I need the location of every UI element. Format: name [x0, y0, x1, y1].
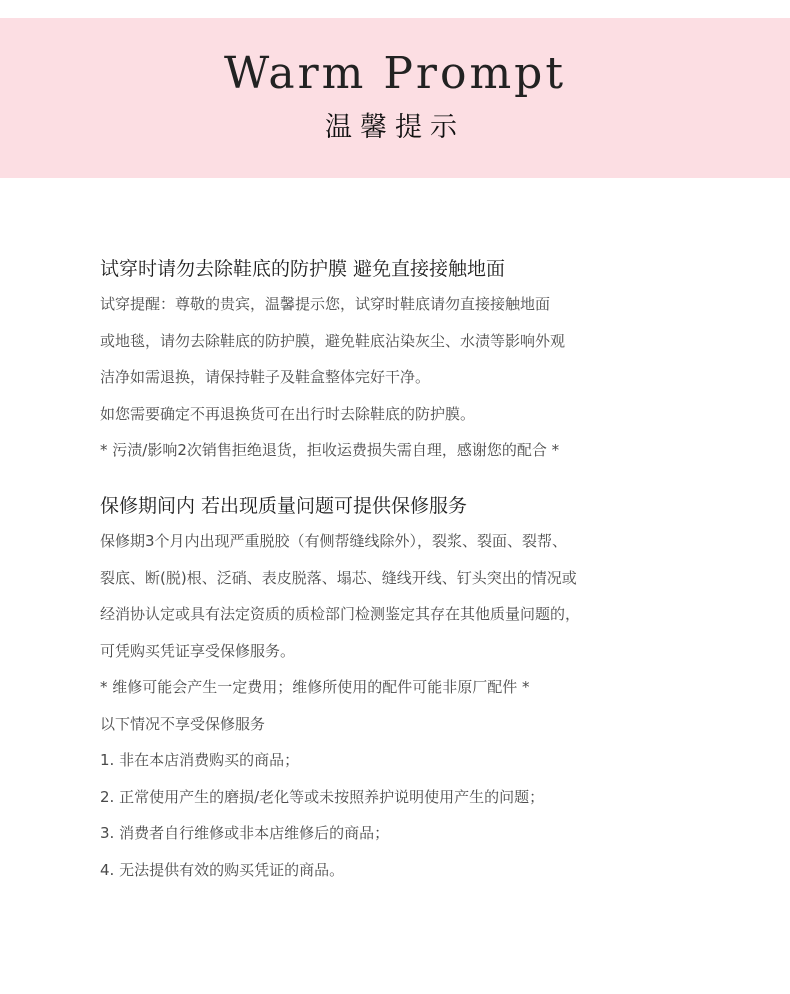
paragraph-line: 以下情况不享受保修服务	[100, 714, 266, 733]
title-chinese: 温馨提示	[325, 112, 465, 143]
header-banner	[0, 18, 790, 178]
paragraph-line: 如您需要确定不再退换货可在出行时去除鞋底的防护膜。	[100, 404, 476, 423]
paragraph-line: * 维修可能会产生一定费用；维修所使用的配件可能非原厂配件 *	[100, 678, 530, 696]
title-english: Warm Prompt	[223, 48, 567, 99]
paragraph-line: 试穿提醒：尊敬的贵宾，温馨提示您，试穿时鞋底请勿直接接触地面	[100, 295, 551, 313]
section-warranty	[100, 491, 720, 888]
paragraph-line: 或地毯，请勿去除鞋底的防护膜，避免鞋底沾染灰尘、水渍等影响外观	[100, 331, 566, 350]
paragraph-line: 裂底、断(脱)根、泛硝、表皮脱落、塌芯、缝线开线、钉头突出的情况或	[100, 568, 577, 587]
paragraph-line: 经消协认定或具有法定资质的质检部门检测鉴定其存在其他质量问题的，	[100, 605, 581, 623]
list-item: 2. 正常使用产生的磨损/老化等或未按照养护说明使用产生的问题；	[100, 787, 545, 806]
paragraph-line: 保修期3个月内出现严重脱胶（有侧帮缝线除外），裂浆、裂面、裂帮、	[100, 532, 568, 550]
paragraph-line: * 污渍/影响2次销售拒绝退货，拒收运费损失需自理，感谢您的配合 *	[100, 441, 560, 459]
section-try-on-notice	[100, 254, 720, 469]
list-item: 1. 非在本店消费购买的商品；	[100, 751, 300, 769]
section-heading: 试穿时请勿去除鞋底的防护膜 避免直接接触地面	[100, 258, 506, 280]
list-item: 3. 消费者自行维修或非本店维修后的商品；	[100, 824, 390, 842]
list-item: 4. 无法提供有效的购买凭证的商品。	[100, 860, 345, 879]
paragraph-line: 可凭购买凭证享受保修服务。	[100, 641, 296, 660]
section-heading: 保修期间内 若出现质量问题可提供保修服务	[100, 495, 468, 517]
paragraph-line: 洁净如需退换，请保持鞋子及鞋盒整体完好干净。	[100, 368, 431, 386]
